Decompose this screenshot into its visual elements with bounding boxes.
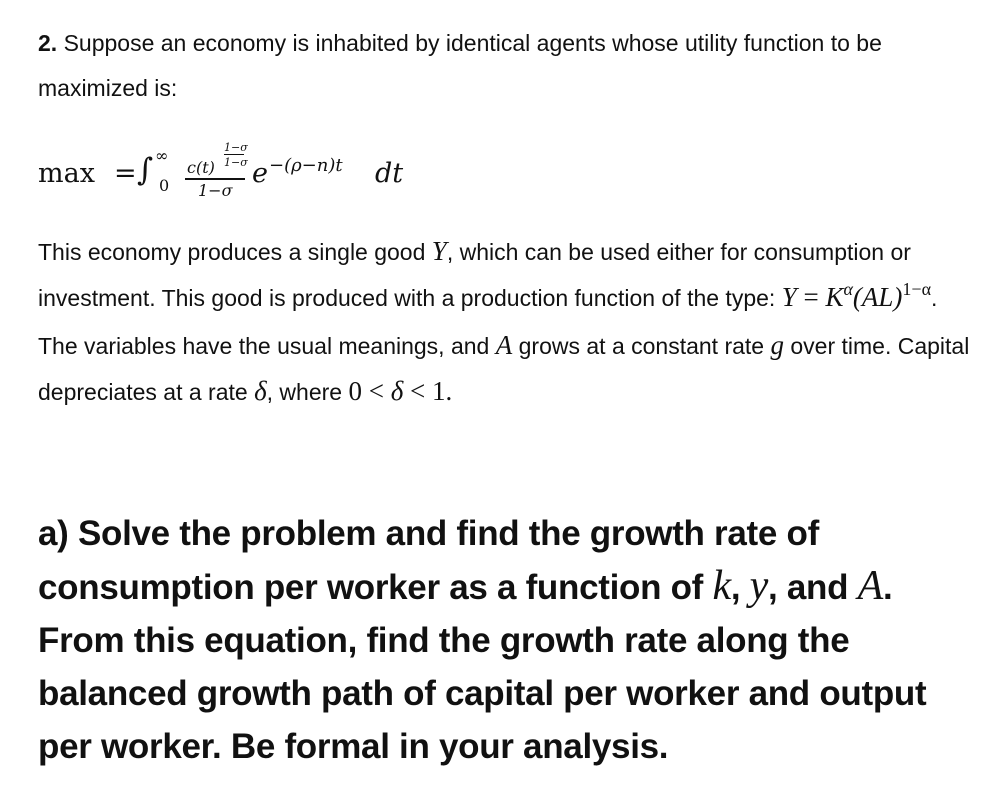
production-function-equals: = (796, 282, 826, 312)
production-function-exponent: 1−α (902, 279, 932, 299)
question-a (38, 507, 973, 773)
integral-sign: ∫ (137, 152, 154, 188)
inequality-less-than: < (361, 376, 391, 406)
question-text: a) Solve the problem and find the growth rate of consumption per worker as a function of (38, 514, 819, 607)
math-A: A (857, 563, 883, 609)
math-delta: δ (254, 376, 267, 406)
inequality-zero: 0 (348, 376, 362, 406)
math-y: y (749, 563, 769, 609)
utility-formula (38, 132, 458, 202)
integral-upper-limit: ∞ (155, 146, 169, 165)
body-text: , which can be used either for consumption or investment. This good is produced with a production function of the type: (38, 239, 911, 311)
exponent-fraction-bar (224, 154, 244, 155)
math-g: g (770, 330, 784, 360)
fraction-bar (185, 178, 245, 180)
inequality-delta: δ (390, 376, 404, 406)
production-function-lhs: Y (781, 282, 797, 312)
body-text: , where (266, 379, 349, 405)
exponent-fraction-numerator: 1−σ (224, 141, 248, 154)
exponential-exponent: −(ρ−n)t (269, 155, 343, 176)
formula-equals: = (114, 158, 137, 189)
math-k: k (712, 563, 731, 609)
math-A: A (495, 330, 513, 360)
formula-max: max (38, 158, 95, 189)
fraction-denominator: 1−σ (198, 181, 233, 200)
math-Y: Y (431, 236, 447, 266)
question-text: , (730, 568, 750, 607)
problem-number: 2. (38, 30, 58, 56)
body-text: This economy produces a single good (38, 239, 432, 265)
integral-lower-limit: 0 (159, 176, 170, 195)
production-function-K: K (825, 282, 844, 312)
body-text: over time. Capital depreciates at a rate (38, 333, 970, 405)
economy-description (38, 229, 973, 415)
exponential-base: e (252, 158, 268, 189)
body-text: . The variables have the usual meanings, and (38, 285, 938, 359)
problem-intro (38, 21, 973, 111)
exponent-fraction-denominator: 1−σ (224, 156, 248, 169)
production-function-AL: (AL) (852, 282, 903, 312)
fraction-numerator-base: c(t) (187, 158, 215, 177)
question-text: , and (768, 568, 858, 607)
inequality-one: 1 (432, 376, 446, 406)
body-text: . (445, 376, 453, 406)
intro-text: Suppose an economy is inhabited by identical agents whose utility function to be maximized is: (38, 30, 882, 101)
body-text: grows at a constant rate (512, 333, 771, 359)
differential: dt (375, 158, 404, 189)
inequality-less-than: < (403, 376, 432, 406)
production-function-alpha: α (843, 279, 853, 299)
question-text: . From this equation, find the growth rate along the balanced growth path of capital per worker and output per worker. Be formal in your analysis. (38, 568, 927, 766)
